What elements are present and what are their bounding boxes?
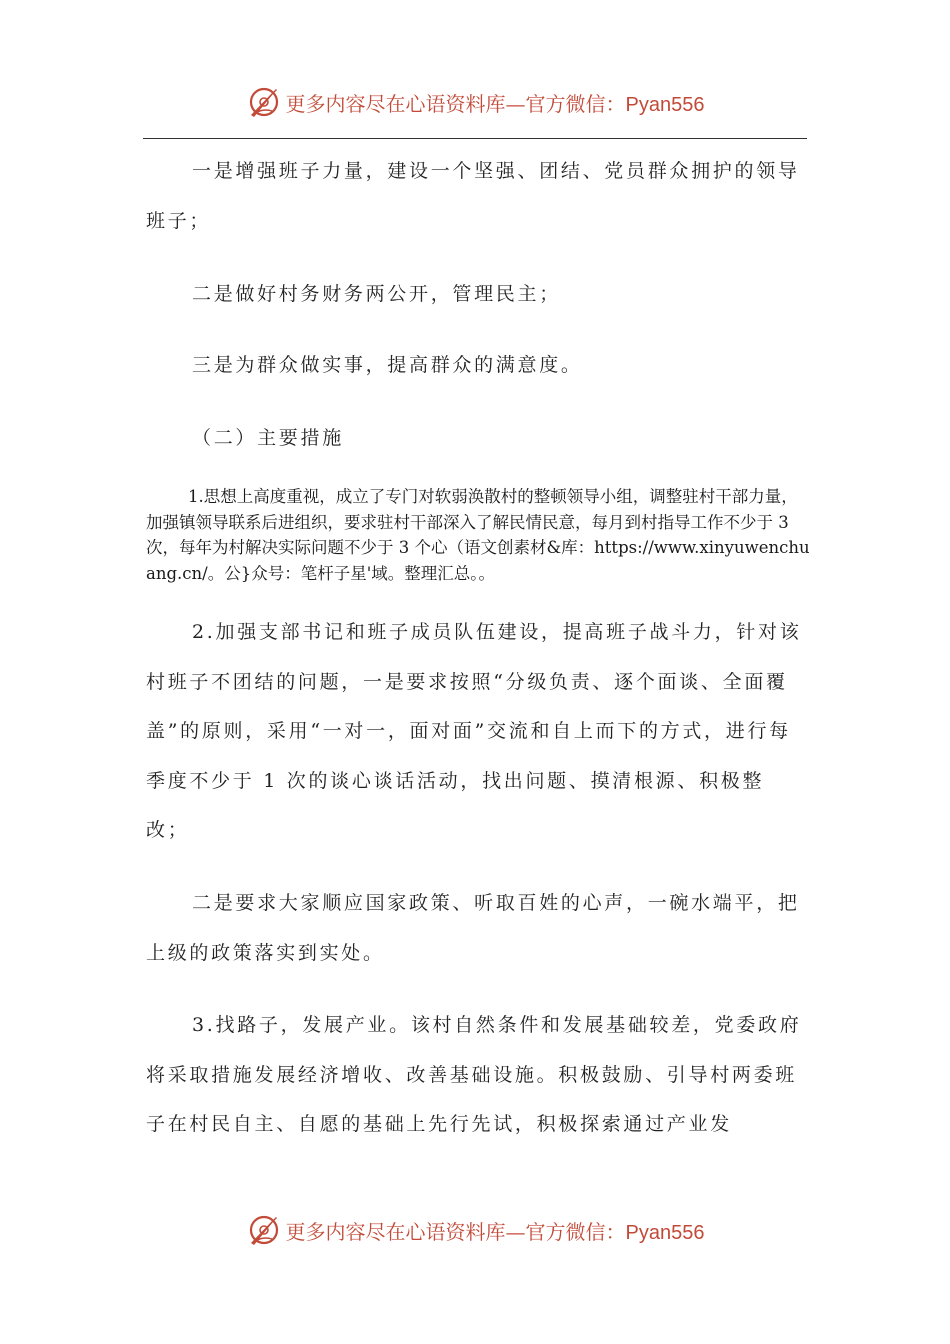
measure-2b-paragraph: 二是要求大家顺应国家政策、听取百姓的心声，一碗水端平，把上级的政策落实到实处。 [146,892,800,964]
pen-logo-icon [246,84,282,120]
section-heading: （二）主要措施 [192,427,344,449]
pen-logo-icon [246,1212,282,1248]
measure-1-paragraph: 1.思想上高度重视，成立了专门对软弱涣散村的整顿领导小组，调整驻村干部力量，加强镇领导联系后进组织，要求驻村干部深入了解民情民意，每月到村指导工作不少于 3 次，每年为村解决实际问题不少于 3 个心（语文创素材&库：https://www.xinyuwenchuang.cn/。公}众号：笔杆子星'域。整理汇总。。 [146,487,810,583]
paragraph-3: 三是为群众做实事，提高群众的满意度。 [192,354,583,376]
header-divider [143,138,807,139]
measure-3-paragraph: 3.找路子，发展产业。该村自然条件和发展基础较差，党委政府将采取措施发展经济增收、改善基础设施。积极鼓励、引导村两委班子在村民自主、自愿的基础上先行先试，积极探索通过产业发 [146,1014,802,1135]
paragraph-1: 一是增强班子力量，建设一个坚强、团结、党员群众拥护的领导班子； [146,160,800,232]
wechat-id: Pyan556 [625,1221,705,1244]
paragraph-2: 二是做好村务财务两公开，管理民主； [192,283,561,305]
measure-2-paragraph: 2.加强支部书记和班子成员队伍建设，提高班子战斗力，针对该村班子不团结的问题，一是要求按照“分级负责、逐个面谈、全面覆盖”的原则，采用“一对一，面对面”交流和自上而下的方式，进行每季度不少于 1 次的谈心谈话活动，找出问题、摸清根源、积极整改； [146,621,802,841]
header-banner-text: 更多内容尽在心语资料库—官方微信：Pyan556 [285,91,705,116]
footer-banner [0,1208,950,1252]
wechat-id: Pyan556 [625,93,705,116]
footer-banner-text: 更多内容尽在心语资料库—官方微信：Pyan556 [285,1219,705,1244]
header-banner [0,80,950,124]
